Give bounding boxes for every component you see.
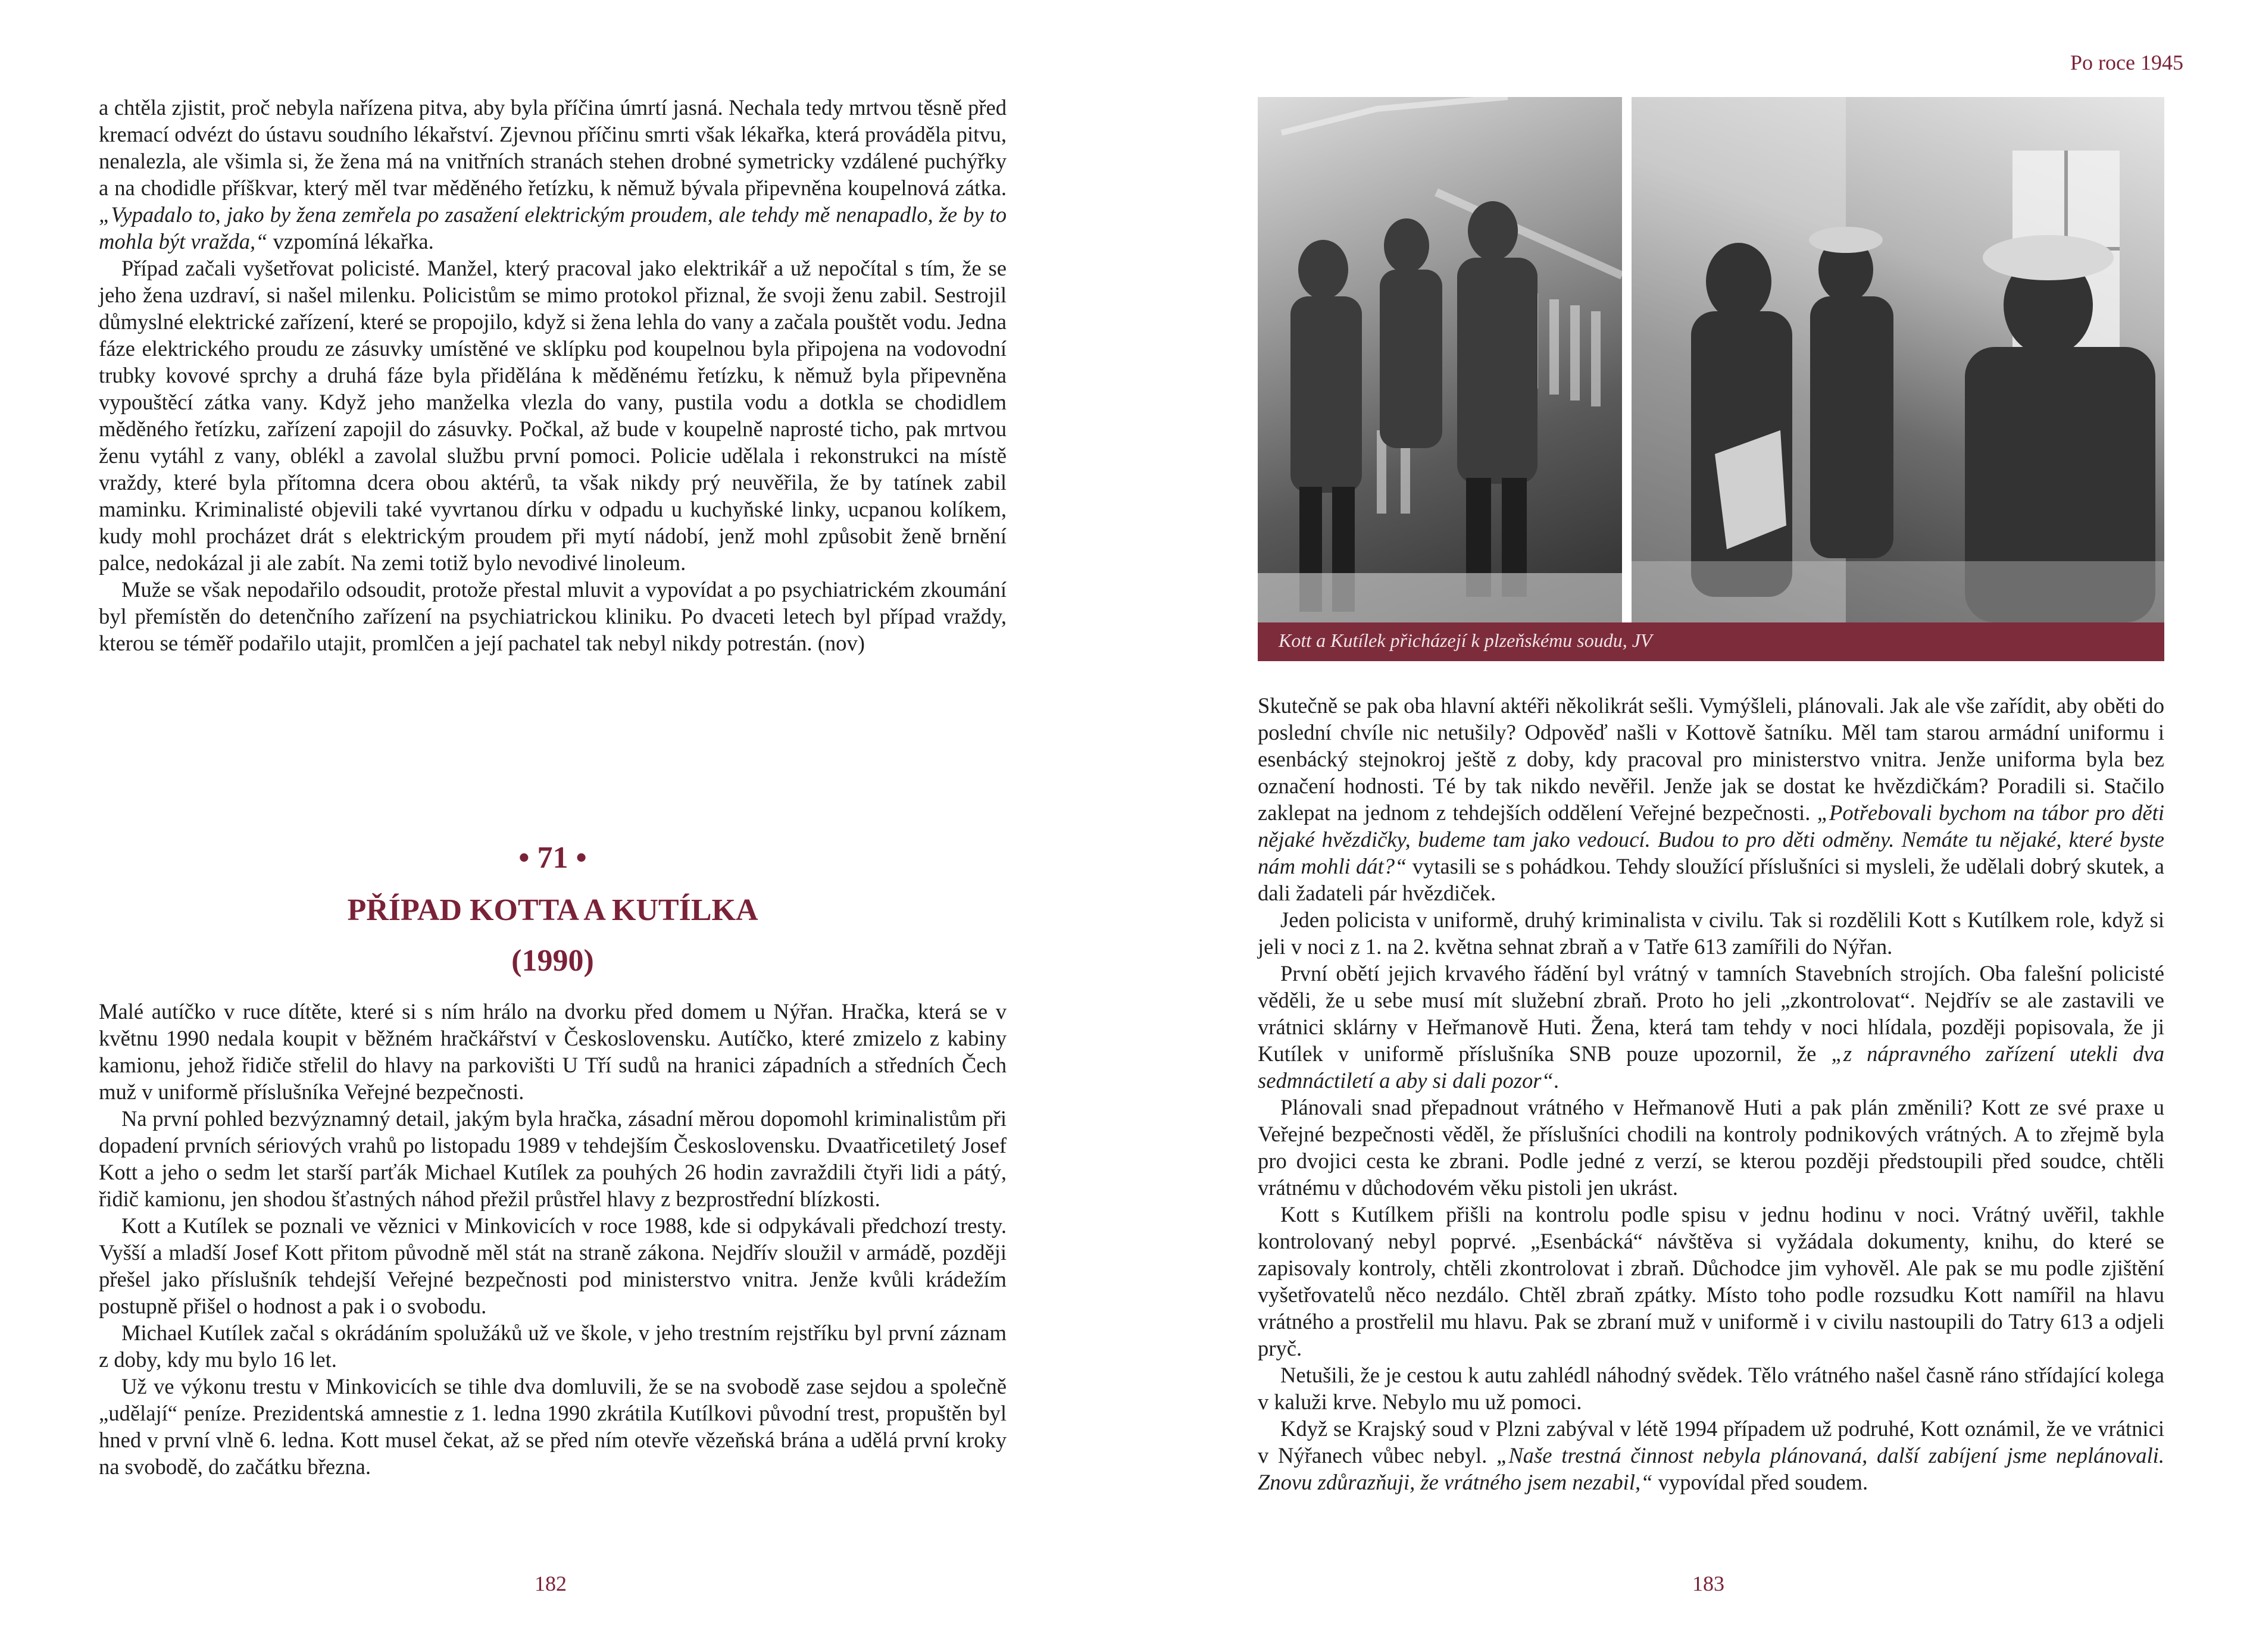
left-bottom-text-block xyxy=(99,998,1007,1480)
paragraph: Netušili, že je cestou k autu zahlédl náhodný svědek. Tělo vrátného našel časně ráno střídající kolega v kaluži krve. Nebylo mu už pomoci. xyxy=(1258,1363,2164,1414)
running-head: Po roce 1945 xyxy=(2070,51,2183,74)
paragraph: Na první pohled bezvýznamný detail, jakým byla hračka, zásadní měrou dopomohl kriminalistům při dopadení prvních sériových vrahů po listopadu 1989 v tehdejším Československu. Dvaatřicetiletý Josef Kott a jeho o sedm let starší parťák Michael Kutílek za pouhých 26 hodin zavraždili čtyři lidi a pátý, řidič kamionu, jen shodou šťastných náhod přežil průstřel hlavy z bezprostřední blízkosti. xyxy=(99,1106,1007,1211)
right-text-block xyxy=(1258,692,2164,1495)
paragraph: Už ve výkonu trestu v Minkovicích se tihle dva domluvili, že se na svobodě zase sejdou a společně „udělají“ peníze. Prezidentská amnestie z 1. ledna 1990 zkrátila Kutílkovi původní trest, propuštěn byl hned v první vlně 6. ledna. Kott musel čekat, až se před ním otevře vězeňská brána a udělá první kroky na svobodě, do začátku března. xyxy=(99,1374,1007,1479)
left-top-text-block xyxy=(99,94,1007,656)
page-number: 183 xyxy=(1692,1572,1724,1595)
chapter-title: PŘÍPAD KOTTA A KUTÍLKA xyxy=(347,893,758,927)
paragraph: a chtěla zjistit, proč nebyla nařízena pitva, aby byla příčina úmrtí jasná. Nechala tedy mrtvou těsně před kremací odvézt do ústavu soudního lékařství. Zjevnou příčinu smrti však lékařka, která prováděla pitvu, nenalezla, ale všimla si, že žena má na vnitřních stranách stehen drobné symetricky vzdálené puchýřky a na chodidle příškvar, který měl tvar měděného řetízku, k němuž bývala připevněna koupelnová zátka. „Vypadalo to, jako by žena zemřela po zasažení elektrickým proudem, ale tehdy mě nenapadlo, že by to mohla být vražda,“ vzpomíná lékařka. xyxy=(99,95,1007,254)
paragraph: Plánovali snad přepadnout vrátného v Heřmanově Huti a pak plán změnili? Kott ze své praxe u Veřejné bezpečnosti věděl, že příslušníci chodili na kontroly podnikových vrátných. A to zřejmě byla pro dvojici cesta ke zbrani. Podle jedné z verzí, se kterou později předstoupili před soudce, chtěli vrátnému v důchodovém věku pistoli jen ukrást. xyxy=(1258,1095,2164,1200)
paragraph: Muže se však nepodařilo odsoudit, protože přestal mluvit a vypovídat a po psychiatrickém zkoumání byl přemístěn do detenčního zařízení na psychiatrickou kliniku. Po dvaceti letech byl případ vraždy, kterou se téměř podařilo utajit, promlčen a její pachatel tak nebyl nikdy potrestán. (nov) xyxy=(99,577,1007,655)
paragraph: Jeden policista v uniformě, druhý kriminalista v civilu. Tak si rozdělili Kott s Kutílkem role, když si jeli v noci z 1. na 2. května sehnat zbraň a v Tatře 613 zamířili do Nýřan. xyxy=(1258,908,2164,959)
paragraph: První obětí jejich krvavého řádění byl vrátný v tamních Stavebních strojích. Oba falešní policisté věděli, že u sebe musí mít služební zbraň. Proto ho jeli „zkontrolovat“. Nejdřív se ale zastavili ve vrátnici sklárny v Heřmanově Huti. Žena, která tam tehdy v noci hlídala, později popisovala, že ji Kutílek v uniformě příslušníka SNB pouze upozornil, že „z nápravného zařízení utekli dva sedmnáctiletí a aby si dali pozor“. xyxy=(1258,961,2164,1093)
photo-escort-in-hallway xyxy=(1632,97,2164,622)
chapter-number: • 71 • xyxy=(518,841,587,875)
paragraph: Případ začali vyšetřovat policisté. Manžel, který pracoval jako elektrikář a už nepočítal s tím, že se jeho žena uzdraví, si našel milenku. Policistům se mimo protokol přiznal, že svoji ženu zabil. Sestrojil důmyslné elektrické zařízení, které se propojilo, když si žena lehla do vany a začala pouštět vodu. Jedna fáze elektrického proudu ze zásuvky umístěné ve sklípku pod koupelnou byla připojena na vodovodní trubky kovové sprchy a druhá fáze byla přidělána k měděnému řetízku, k němuž byla připevněna vypouštěcí zátka vany. Když jeho manželka vlezla do vany, pustila vodu a dotkla se chodidlem měděného řetízku, zařízení zapojil do zásuvky. Počkal, až bude v koupelně naprosté ticho, pak mrtvou ženu vytáhl z vany, oblékl a zavolal službu první pomoci. Policie udělala i rekonstrukci na místě vraždy, které byla přítomna dcera obou aktérů, ta však nikdy prý neuvěřila, že by tatínek zabil maminku. Kriminalisté objevili také vyvrtanou dírku v odpadu u kuchyňské linky, ucpanou kolíkem, kudy mohl procházet drát s elektrickým proudem při mytí nádobí, jenž mohl způsobit ženě brnění palce, nedokázal ji ale zabít. Na zemi totiž bylo nevodivé linoleum. xyxy=(99,256,1007,575)
paragraph: Michael Kutílek začal s okrádáním spolužáků už ve škole, v jeho trestním rejstříku byl první záznam z doby, kdy mu bylo 16 let. xyxy=(99,1321,1007,1372)
paragraph: Skutečně se pak oba hlavní aktéři několikrát sešli. Vymýšleli, plánovali. Jak ale vše zařídit, aby oběti do poslední chvíle nic netušily? Odpověď našli v Kottově šatníku. Měl tam starou armádní uniformu i esenbácký stejnokroj ještě z doby, kdy pracoval pro ministerstvo vnitra. Jenže uniforma byla bez označení hodnosti. Té by tak nikdo nevěřil. Jenže jak se dostat ke hvězdičkám? Poradili si. Stačilo zaklepat na jednom z tehdejších oddělení Veřejné bezpečnosti. „Potřebovali bychom na tábor pro děti nějaké hvězdičky, budeme tam jako vedoucí. Budou to pro děti odměny. Nemáte tu nějaké, které byste nám mohli dát?“ vytasili se s pohádkou. Tehdy sloužící příslušníci si mysleli, že udělali dobrý skutek, a dali žadateli pár hvězdiček. xyxy=(1258,693,2164,905)
photo-illustration xyxy=(1258,97,1622,622)
figure xyxy=(1258,97,2164,661)
caption-bar xyxy=(1258,622,2164,661)
photo-illustration xyxy=(1632,97,2164,622)
paragraph: Když se Krajský soud v Plzni zabýval v létě 1994 případem už podruhé, Kott oznámil, že ve vrátnici v Nýřanech vůbec nebyl. „Naše trestná činnost nebyla plánovaná, další zabíjení jsme neplánovali. Znovu zdůrazňuji, že vrátného jsem nezabil,“ vypovídal před soudem. xyxy=(1258,1416,2164,1494)
figure-caption: Kott a Kutílek přicházejí k plzeňskému soudu, JV xyxy=(1279,630,1652,651)
chapter-year: (1990) xyxy=(511,944,594,978)
page-number: 182 xyxy=(535,1572,567,1595)
paragraph: Kott a Kutílek se poznali ve věznici v Minkovicích v roce 1988, kde si odpykávali předchozí tresty. Vyšší a mladší Josef Kott přitom původně měl stát na straně zákona. Nejdřív sloužil v armádě, později přešel jako příslušník tehdejší Veřejné bezpečnosti pod ministerstvo vnitra. Jenže kvůli krádežím postupně přišel o hodnost a pak i o svobodu. xyxy=(99,1213,1007,1318)
paragraph: Malé autíčko v ruce dítěte, které si s ním hrálo na dvorku před domem u Nýřan. Hračka, která se v květnu 1990 nedala koupit v běžném hračkářství v Československu. Autíčko, které zmizelo z kabiny kamionu, jehož řidiče střelil do hlavy na parkovišti U Tří sudů na hranici západních a středních Čech muž v uniformě příslušníka Veřejné bezpečnosti. xyxy=(99,999,1007,1104)
paragraph: Kott s Kutílkem přišli na kontrolu podle spisu v jednu hodinu v noci. Vrátný uvěřil, takhle kontrolovaný nebyl poprvé. „Esenbácká“ návštěva si vyžádala dokumenty, knihu, do které se zapisovaly kontroly, chtěli zkontrolovat i zbraň. Důchodce jim vyhověl. Ale pak se mu podle zjištění vyšetřovatelů něco nezdálo. Chtěl zbraň zpátky. Místo toho podle rozsudku Kott namířil na hlavu vrátného a prostřelil mu hlavu. Pak se zbraní muž v uniformě i v civilu nastoupili do Tatry 613 a odjeli pryč. xyxy=(1258,1202,2164,1360)
photo-escort-on-stairs xyxy=(1258,97,1622,622)
